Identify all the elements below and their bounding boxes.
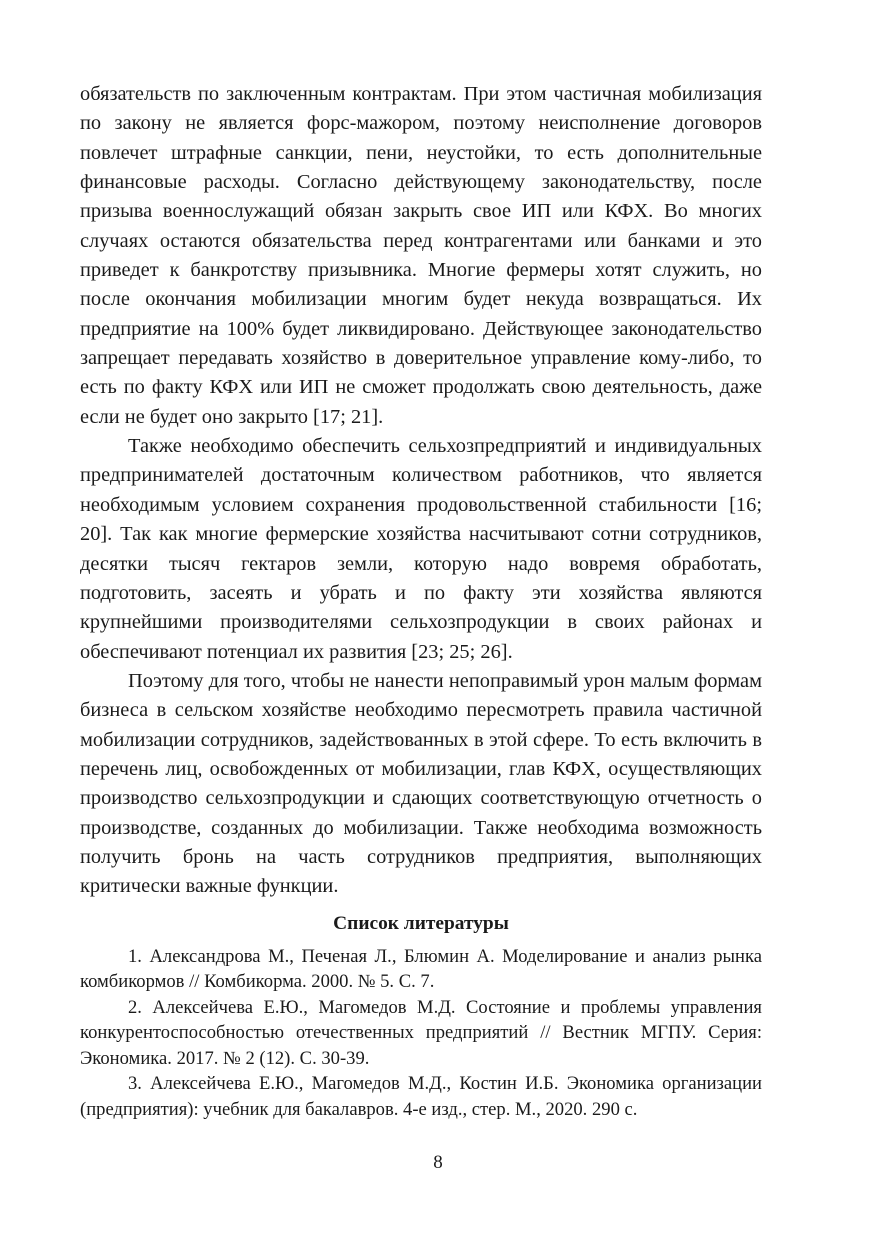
page-number: 8 bbox=[433, 1152, 443, 1173]
reference-item: 1. Александрова М., Печеная Л., Блюмин А. Моделирование и анализ рынка комбикормов // Комбикорма. 2000. № 5. С. 7. bbox=[80, 945, 762, 993]
paragraph-continuation: обязательств по заключенным контрактам. При этом частичная мобилизация по закону не является форс-мажором, поэтому неисполнение договоров повлечет штрафные санкции, пени, неустойки, то есть дополнительные финансовые расходы. Согласно действующему законодательству, после призыва военнослужащий обязан закрыть свое ИП или КФХ. Во многих случаях остаются обязательства перед контрагентами или банками и это приведет к банкротству призывника. Многие фермеры хотят служить, но после окончания мобилизации многим будет некуда возвращаться. Их предприятие на 100% будет ликвидировано. Действующее законодательство запрещает передавать хозяйство в доверительное управление кому-либо, то есть по факту КФХ или ИП не сможет продолжать свою деятельность, даже если не будет оно закрыто [17; 21]. bbox=[80, 83, 762, 428]
references-heading: Список литературы bbox=[333, 912, 509, 934]
reference-item: 3. Алексейчева Е.Ю., Магомедов М.Д., Костин И.Б. Экономика организации (предприятия): учебник для бакалавров. 4-е изд., стер. М., 2020. 290 с. bbox=[80, 1073, 762, 1120]
body-text bbox=[80, 80, 762, 902]
page-content bbox=[80, 80, 762, 1122]
paragraph-workforce: Также необходимо обеспечить сельхозпредприятий и индивидуальных предпринимателей достаточным количеством работников, что является необходимым условием сохранения продовольственной стабильности [16; 20]. Так как многие фермерские хозяйства насчитывают сотни сотрудников, десятки тысяч гектаров земли, которую надо вовремя обработать, подготовить, засеять и убрать и по факту эти хозяйства являются крупнейшими производителями сельхозпродукции в своих районах и обеспечивают потенциал их развития [23; 25; 26]. bbox=[80, 435, 762, 663]
paragraph-conclusion: Поэтому для того, чтобы не нанести непоправимый урон малым формам бизнеса в сельском хозяйстве необходимо пересмотреть правила частичной мобилизации сотрудников, задействованных в этой сфере. То есть включить в перечень лиц, освобожденных от мобилизации, глав КФХ, осуществляющих производство сельхозпродукции и сдающих соответствующую отчетность о производстве, созданных до мобилизации. Также необходима возможность получить бронь на часть сотрудников предприятия, выполняющих критически важные функции. bbox=[80, 669, 762, 898]
references-list bbox=[80, 944, 762, 1123]
reference-item: 2. Алексейчева Е.Ю., Магомедов М.Д. Состояние и проблемы управления конкурентоспособностью отечественных предприятий // Вестник МГПУ. Серия: Экономика. 2017. № 2 (12). С. 30-39. bbox=[80, 996, 762, 1069]
